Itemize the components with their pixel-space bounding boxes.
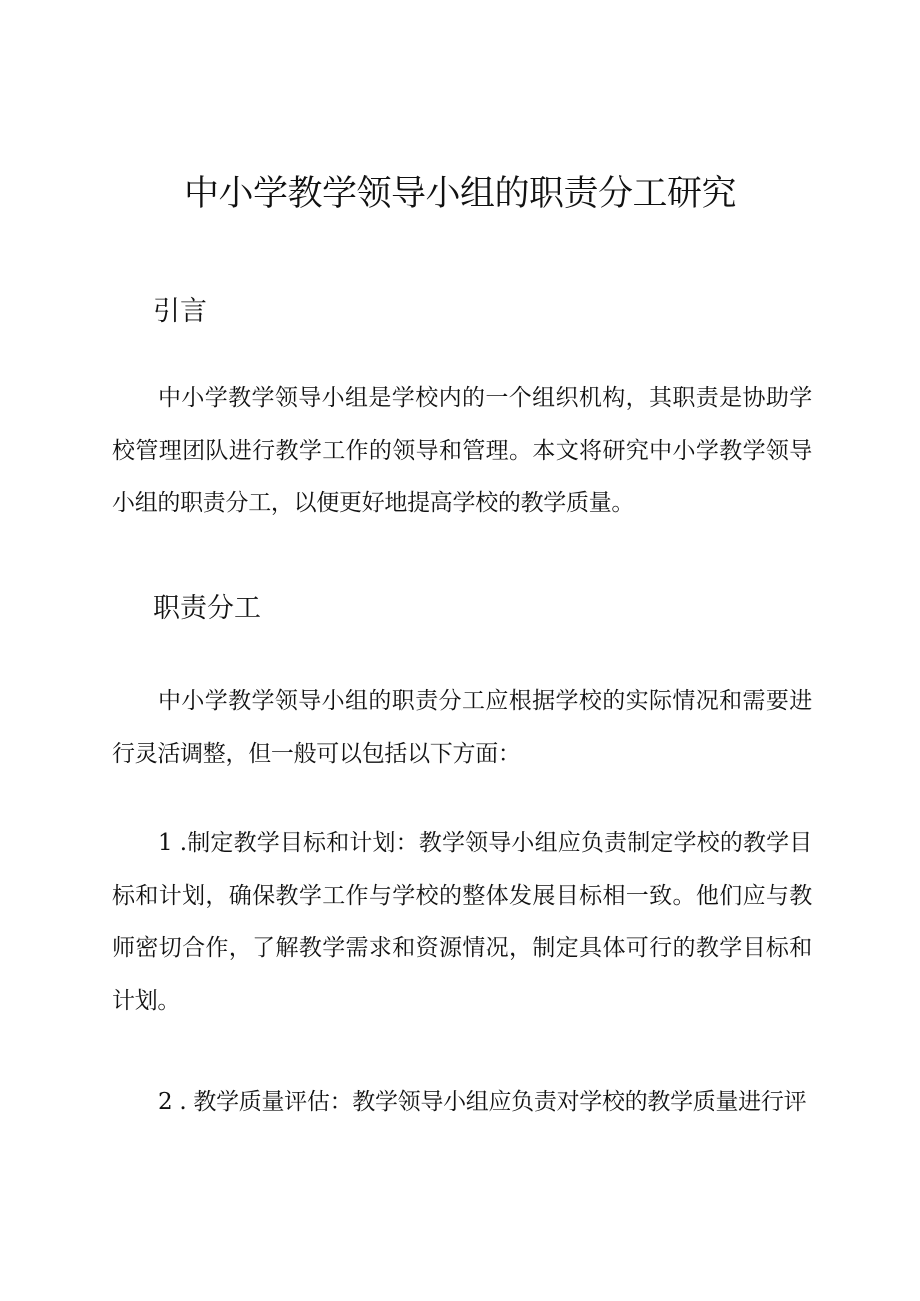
document-title: 中小学教学领导小组的职责分工研究 xyxy=(183,174,736,214)
section-heading-duties: 职责分工 xyxy=(153,593,261,624)
paragraph-item-1: 1 .制定教学目标和计划：教学领导小组应负责制定学校的教学目标和计划，确保教学工作与学校的整体发展目标相一致。他们应与教师密切合作，了解教学需求和资源情况，制定具体可行的教学目标和计划。 xyxy=(112,830,812,1014)
paragraph-duties-intro: 中小学教学领导小组的职责分工应根据学校的实际情况和需要进行灵活调整，但一般可以包括以下方面： xyxy=(112,688,812,767)
section-heading-introduction: 引言 xyxy=(153,296,207,327)
paragraph-item-2: 2 . 教学质量评估：教学领导小组应负责对学校的教学质量进行评 xyxy=(158,1089,807,1115)
paragraph-introduction: 中小学教学领导小组是学校内的一个组织机构，其职责是协助学校管理团队进行教学工作的领导和管理。本文将研究中小学教学领导小组的职责分工，以便更好地提高学校的教学质量。 xyxy=(112,385,812,516)
